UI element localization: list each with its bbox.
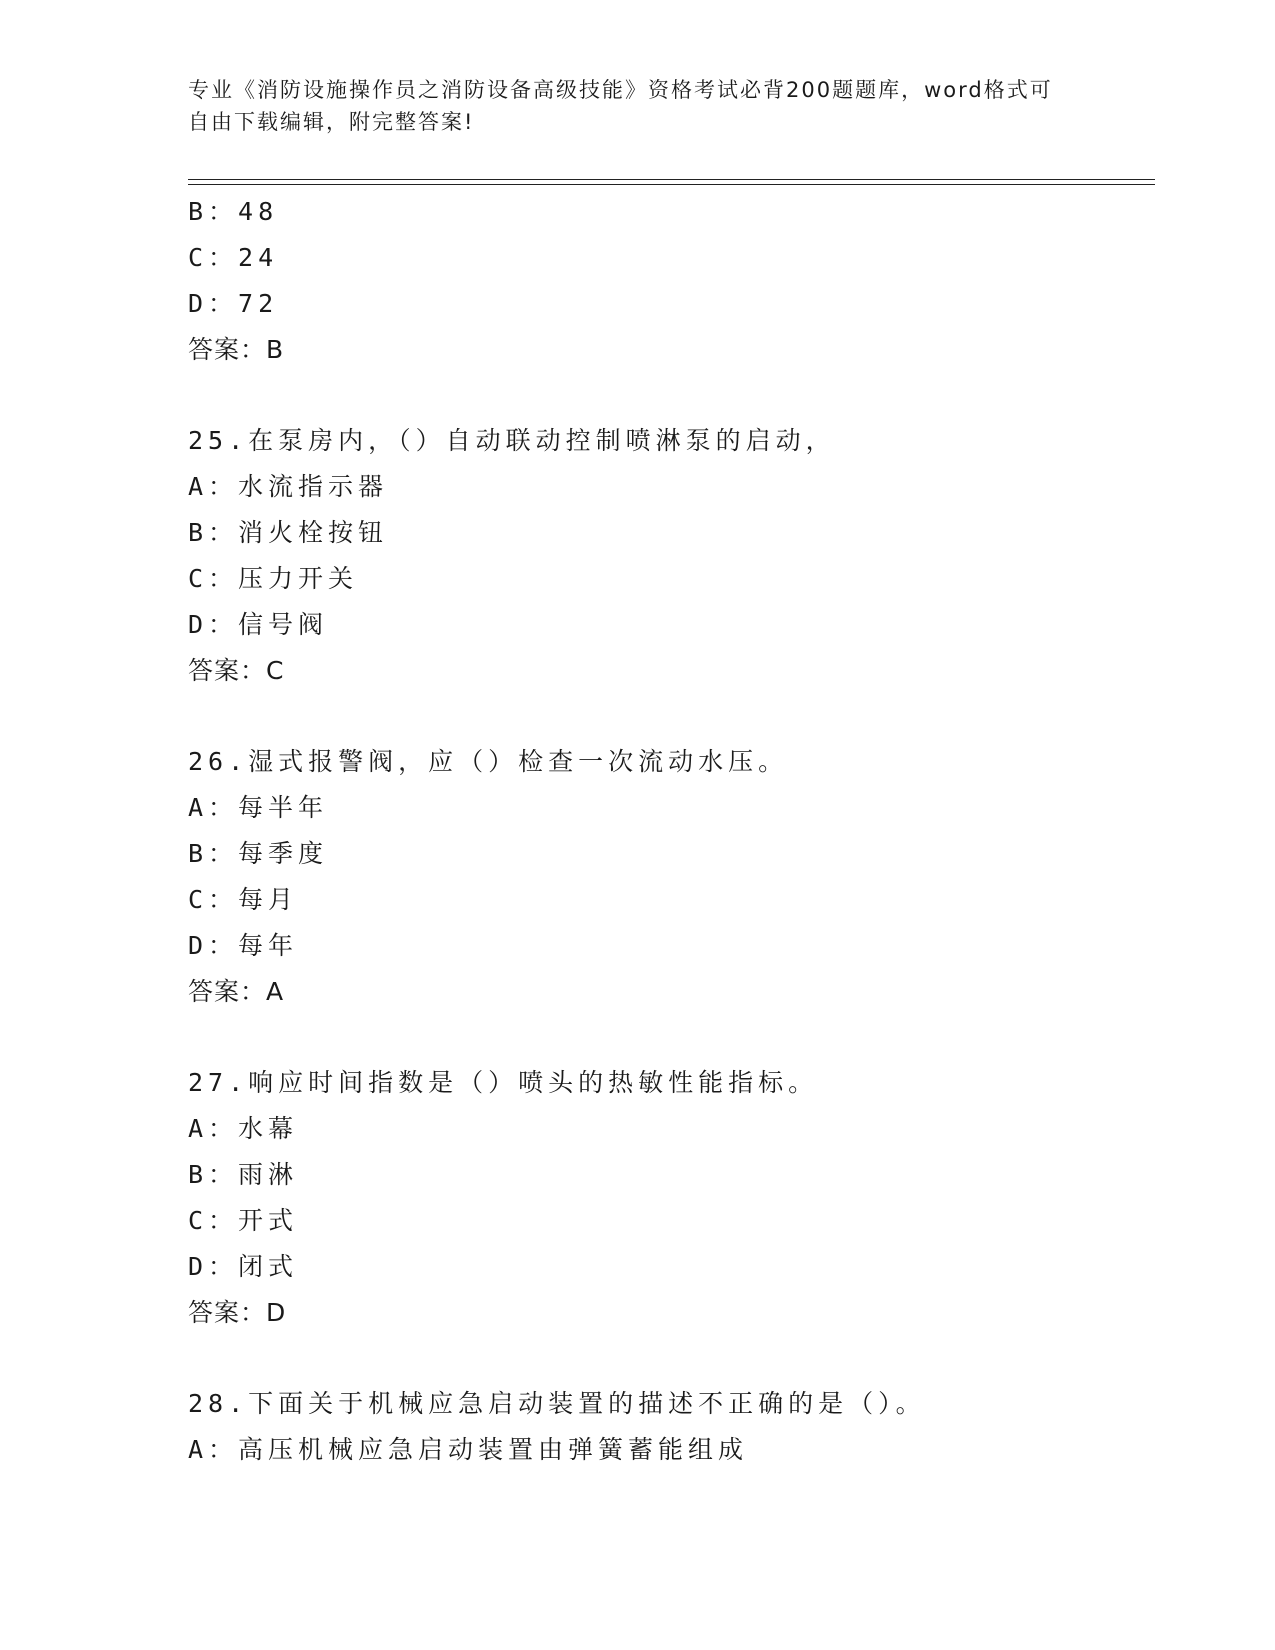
question-block-27 <box>188 1060 1148 1336</box>
block-gap <box>188 1015 1148 1060</box>
option-c: C：开式 <box>188 1206 299 1235</box>
block-gap <box>188 694 1148 739</box>
answer-line: 答案：B <box>188 335 285 364</box>
option-c: C：压力开关 <box>188 564 359 593</box>
question-list <box>188 189 1148 1473</box>
option-d: D：信号阀 <box>188 610 329 639</box>
question-block-26 <box>188 739 1148 1015</box>
option-a: A：水流指示器 <box>188 472 389 501</box>
option-d: D：闭式 <box>188 1252 299 1281</box>
block-gap <box>188 373 1148 418</box>
header-rule-top <box>188 179 1155 180</box>
block-gap <box>188 1336 1148 1381</box>
option-b: B：消火栓按钮 <box>188 518 389 547</box>
answer-line: 答案：C <box>188 656 285 685</box>
answer-line: 答案：D <box>188 1298 287 1327</box>
option-b: B：每季度 <box>188 839 329 868</box>
option-a: A：高压机械应急启动装置由弹簧蓄能组成 <box>188 1435 749 1464</box>
document-header: 专业《消防设施操作员之消防设备高级技能》资格考试必背200题题库，word格式可自由下载编辑，附完整答案! <box>188 78 1053 134</box>
option-c: C：24 <box>188 243 279 272</box>
question-text: 26.湿式报警阀，应（）检查一次流动水压。 <box>188 747 789 776</box>
option-a: A：每半年 <box>188 793 329 822</box>
question-block-28 <box>188 1381 1148 1473</box>
option-c: C：每月 <box>188 885 299 914</box>
option-d: D：72 <box>188 289 279 318</box>
header-rule-bottom <box>188 184 1155 185</box>
answer-line: 答案：A <box>188 977 285 1006</box>
option-d: D：每年 <box>188 931 299 960</box>
question-block-25 <box>188 418 1148 694</box>
option-a: A：水幕 <box>188 1114 299 1143</box>
option-b: B：雨淋 <box>188 1160 299 1189</box>
option-b: B：48 <box>188 197 279 226</box>
question-text: 27.响应时间指数是（）喷头的热敏性能指标。 <box>188 1068 819 1097</box>
question-text: 28.下面关于机械应急启动装置的描述不正确的是（）。 <box>188 1389 926 1418</box>
question-text: 25.在泵房内，（）自动联动控制喷淋泵的启动， <box>188 426 836 455</box>
question-block-24 <box>188 189 1148 373</box>
